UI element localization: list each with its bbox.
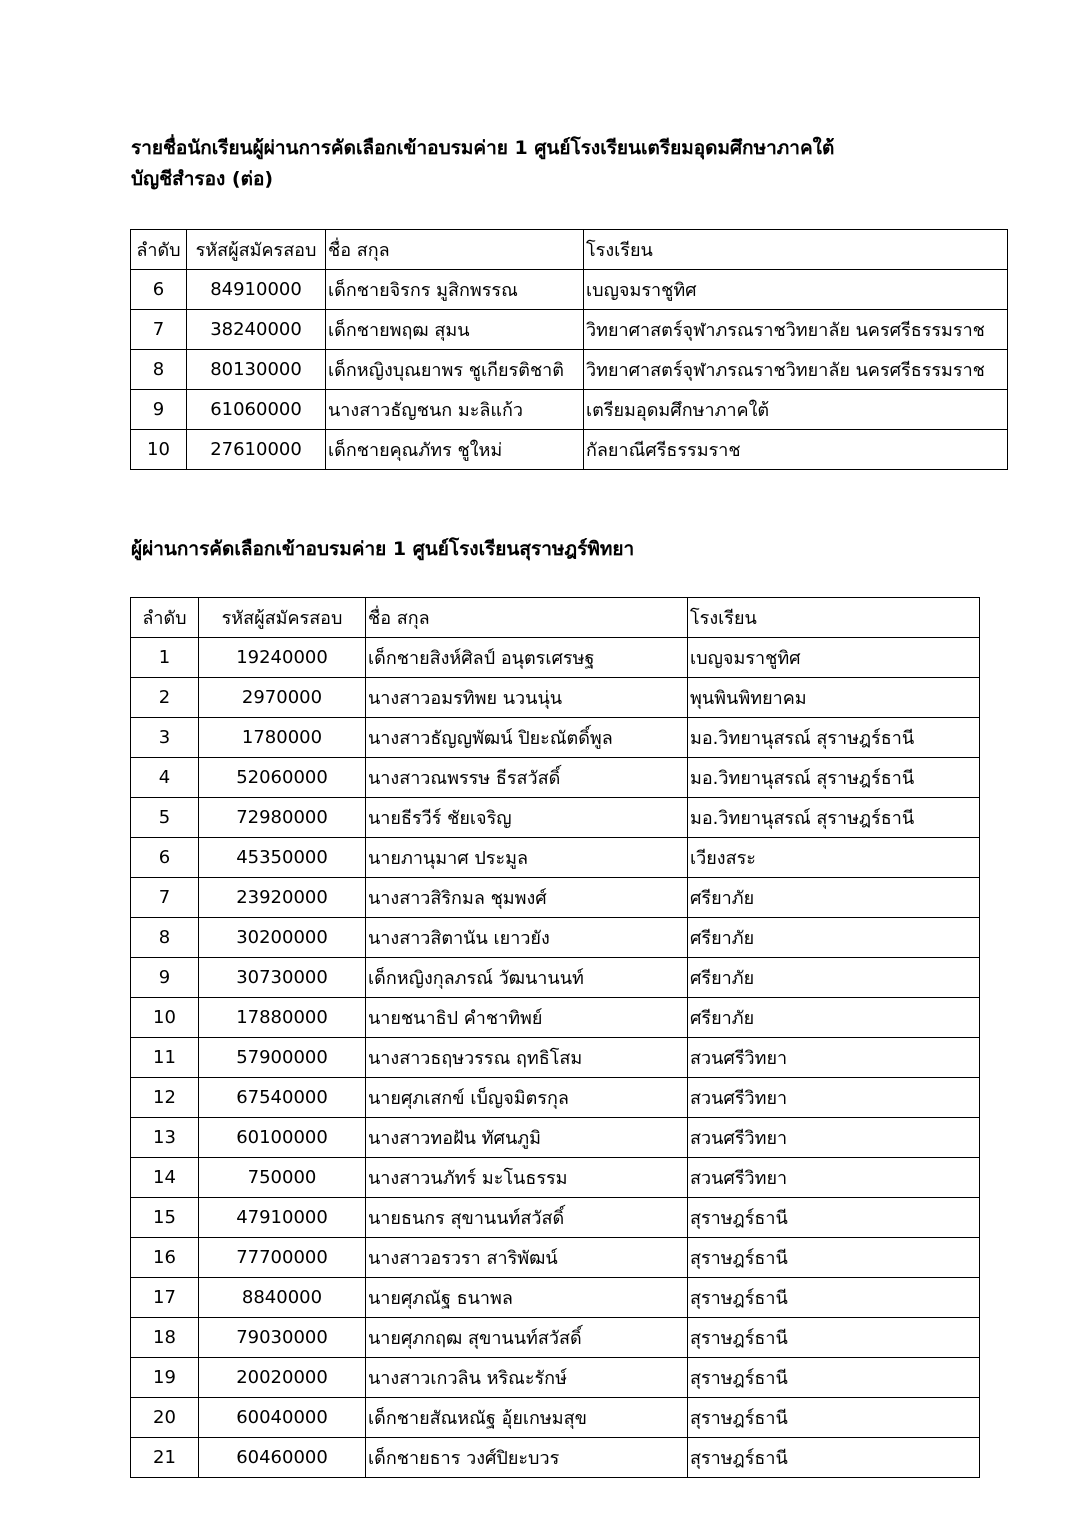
order-cell: 19 xyxy=(131,1358,199,1398)
order-cell: 13 xyxy=(131,1118,199,1158)
applicant-id-cell: 20020000 xyxy=(199,1358,366,1398)
order-cell: 2 xyxy=(131,678,199,718)
order-cell: 12 xyxy=(131,1078,199,1118)
table-row xyxy=(131,430,1008,470)
table-row xyxy=(131,838,980,878)
table-row xyxy=(131,1398,980,1438)
table-row xyxy=(131,1078,980,1118)
col-full-name-header: ชื่อ สกุล xyxy=(366,598,688,638)
school-cell: เวียงสระ xyxy=(688,838,980,878)
school-cell: ศรียาภัย xyxy=(688,878,980,918)
table-header-row xyxy=(131,230,1008,270)
full-name-cell: นางสาวณพรรษ ธีรสวัสดิ์ xyxy=(366,758,688,798)
school-cell: วิทยาศาสตร์จุฬาภรณราชวิทยาลัย นครศรีธรรมราช xyxy=(584,310,1008,350)
applicant-id-cell: 52060000 xyxy=(199,758,366,798)
table-row xyxy=(131,1238,980,1278)
order-cell: 6 xyxy=(131,838,199,878)
full-name-cell: นายภานุมาศ ประมูล xyxy=(366,838,688,878)
school-cell: สวนศรีวิทยา xyxy=(688,1078,980,1118)
school-cell: สุราษฎร์ธานี xyxy=(688,1438,980,1478)
full-name-cell: เด็กชายสิงห์ศิลป์ อนุตรเศรษฐ xyxy=(366,638,688,678)
school-cell: สุราษฎร์ธานี xyxy=(688,1398,980,1438)
order-cell: 20 xyxy=(131,1398,199,1438)
table-row xyxy=(131,270,1008,310)
table-row xyxy=(131,998,980,1038)
col-order-header: ลำดับ xyxy=(131,598,199,638)
applicant-id-cell: 23920000 xyxy=(199,878,366,918)
col-applicant-id-header: รหัสผู้สมัครสอบ xyxy=(187,230,326,270)
full-name-cell: นายธีรวีร์ ชัยเจริญ xyxy=(366,798,688,838)
full-name-cell: เด็กหญิงบุณยาพร ชูเกียรติชาติ xyxy=(326,350,584,390)
applicant-id-cell: 60040000 xyxy=(199,1398,366,1438)
order-cell: 11 xyxy=(131,1038,199,1078)
table-row xyxy=(131,390,1008,430)
col-order-header: ลำดับ xyxy=(131,230,187,270)
school-cell: สุราษฎร์ธานี xyxy=(688,1278,980,1318)
order-cell: 3 xyxy=(131,718,199,758)
full-name-cell: นางสาวธัญชนก มะลิแก้ว xyxy=(326,390,584,430)
full-name-cell: นางสาวธฤษวรรณ ฤทธิโสม xyxy=(366,1038,688,1078)
table-row xyxy=(131,1038,980,1078)
school-cell: มอ.วิทยานุสรณ์ สุราษฎร์ธานี xyxy=(688,798,980,838)
full-name-cell: เด็กชายจิรกร มูสิกพรรณ xyxy=(326,270,584,310)
order-cell: 9 xyxy=(131,958,199,998)
full-name-cell: เด็กชายพฤฒ สุมน xyxy=(326,310,584,350)
table-row xyxy=(131,718,980,758)
full-name-cell: นางสาวนภัทร์ มะโนธรรม xyxy=(366,1158,688,1198)
order-cell: 17 xyxy=(131,1278,199,1318)
school-cell: สุราษฎร์ธานี xyxy=(688,1238,980,1278)
order-cell: 16 xyxy=(131,1238,199,1278)
col-school-header: โรงเรียน xyxy=(584,230,1008,270)
table-header-row xyxy=(131,598,980,638)
order-cell: 8 xyxy=(131,918,199,958)
table-row xyxy=(131,798,980,838)
applicant-id-cell: 61060000 xyxy=(187,390,326,430)
full-name-cell: เด็กชายธาร วงศ์ปิยะบวร xyxy=(366,1438,688,1478)
school-cell: มอ.วิทยานุสรณ์ สุราษฎร์ธานี xyxy=(688,718,980,758)
school-cell: เบญจมราชูทิศ xyxy=(584,270,1008,310)
applicant-id-cell: 750000 xyxy=(199,1158,366,1198)
full-name-cell: นางสาวสิริกมล ชุมพงศ์ xyxy=(366,878,688,918)
applicant-id-cell: 60460000 xyxy=(199,1438,366,1478)
order-cell: 8 xyxy=(131,350,187,390)
school-cell: สวนศรีวิทยา xyxy=(688,1038,980,1078)
school-cell: สุราษฎร์ธานี xyxy=(688,1318,980,1358)
section2-title: ผู้ผ่านการคัดเลือกเข้าอบรมค่าย 1 ศูนย์โรงเรียนสุราษฎร์พิทยา xyxy=(131,538,635,560)
school-cell: สวนศรีวิทยา xyxy=(688,1158,980,1198)
full-name-cell: นายศุภกฤฒ สุขานนท์สวัสดิ์ xyxy=(366,1318,688,1358)
order-cell: 1 xyxy=(131,638,199,678)
section1-title: รายชื่อนักเรียนผู้ผ่านการคัดเลือกเข้าอบรมค่าย 1 ศูนย์โรงเรียนเตรียมอุดมศึกษาภาคใต้ xyxy=(131,137,835,159)
applicant-id-cell: 30200000 xyxy=(199,918,366,958)
applicant-id-cell: 30730000 xyxy=(199,958,366,998)
order-cell: 14 xyxy=(131,1158,199,1198)
table-row xyxy=(131,1118,980,1158)
applicant-id-cell: 19240000 xyxy=(199,638,366,678)
table-row xyxy=(131,1318,980,1358)
table-row xyxy=(131,878,980,918)
table-row xyxy=(131,350,1008,390)
applicant-id-cell: 72980000 xyxy=(199,798,366,838)
full-name-cell: นางสาวสิตานัน เยาวยัง xyxy=(366,918,688,958)
school-cell: พุนพินพิทยาคม xyxy=(688,678,980,718)
school-cell: เบญจมราชูทิศ xyxy=(688,638,980,678)
order-cell: 5 xyxy=(131,798,199,838)
col-school-header: โรงเรียน xyxy=(688,598,980,638)
applicant-id-cell: 79030000 xyxy=(199,1318,366,1358)
surat-pittaya-table xyxy=(130,597,980,1478)
full-name-cell: นางสาวอรวรา สาริพัฒน์ xyxy=(366,1238,688,1278)
full-name-cell: นายชนาธิป คำชาทิพย์ xyxy=(366,998,688,1038)
table-row xyxy=(131,958,980,998)
order-cell: 7 xyxy=(131,878,199,918)
table-row xyxy=(131,1278,980,1318)
full-name-cell: นายศุภเสกข์ เบ็ญจมิตรกุล xyxy=(366,1078,688,1118)
applicant-id-cell: 2970000 xyxy=(199,678,366,718)
full-name-cell: นางสาวธัญญพัฒน์ ปิยะณัตดิ์พูล xyxy=(366,718,688,758)
applicant-id-cell: 27610000 xyxy=(187,430,326,470)
school-cell: ศรียาภัย xyxy=(688,958,980,998)
full-name-cell: นางสาวเกวลิน หริณะรักษ์ xyxy=(366,1358,688,1398)
applicant-id-cell: 38240000 xyxy=(187,310,326,350)
order-cell: 9 xyxy=(131,390,187,430)
school-cell: มอ.วิทยานุสรณ์ สุราษฎร์ธานี xyxy=(688,758,980,798)
applicant-id-cell: 17880000 xyxy=(199,998,366,1038)
school-cell: กัลยาณีศรีธรรมราช xyxy=(584,430,1008,470)
applicant-id-cell: 84910000 xyxy=(187,270,326,310)
order-cell: 7 xyxy=(131,310,187,350)
col-full-name-header: ชื่อ สกุล xyxy=(326,230,584,270)
full-name-cell: นายศุภณัฐ ธนาพล xyxy=(366,1278,688,1318)
school-cell: วิทยาศาสตร์จุฬาภรณราชวิทยาลัย นครศรีธรรมราช xyxy=(584,350,1008,390)
table-row xyxy=(131,638,980,678)
applicant-id-cell: 77700000 xyxy=(199,1238,366,1278)
section1-heading xyxy=(131,133,834,195)
applicant-id-cell: 47910000 xyxy=(199,1198,366,1238)
order-cell: 6 xyxy=(131,270,187,310)
table-row xyxy=(131,310,1008,350)
school-cell: เตรียมอุดมศึกษาภาคใต้ xyxy=(584,390,1008,430)
full-name-cell: เด็กหญิงกุลภรณ์ วัฒนานนท์ xyxy=(366,958,688,998)
table-row xyxy=(131,1438,980,1478)
table-row xyxy=(131,678,980,718)
applicant-id-cell: 80130000 xyxy=(187,350,326,390)
table-row xyxy=(131,1158,980,1198)
table-row xyxy=(131,1198,980,1238)
full-name-cell: นายธนกร สุขานนท์สวัสดิ์ xyxy=(366,1198,688,1238)
order-cell: 4 xyxy=(131,758,199,798)
full-name-cell: เด็กชายคุณภัทร ชูใหม่ xyxy=(326,430,584,470)
applicant-id-cell: 57900000 xyxy=(199,1038,366,1078)
applicant-id-cell: 67540000 xyxy=(199,1078,366,1118)
order-cell: 15 xyxy=(131,1198,199,1238)
order-cell: 10 xyxy=(131,998,199,1038)
table-row xyxy=(131,758,980,798)
full-name-cell: เด็กชายสัณหณัฐ อุ้ยเกษมสุข xyxy=(366,1398,688,1438)
school-cell: สวนศรีวิทยา xyxy=(688,1118,980,1158)
school-cell: ศรียาภัย xyxy=(688,998,980,1038)
applicant-id-cell: 60100000 xyxy=(199,1118,366,1158)
section1-subtitle: บัญชีสำรอง (ต่อ) xyxy=(131,168,274,190)
applicant-id-cell: 8840000 xyxy=(199,1278,366,1318)
full-name-cell: นางสาวทอฝัน ทัศนภูมิ xyxy=(366,1118,688,1158)
school-cell: สุราษฎร์ธานี xyxy=(688,1198,980,1238)
section2-heading xyxy=(131,534,634,565)
full-name-cell: นางสาวอมรทิพย นวนนุ่น xyxy=(366,678,688,718)
applicant-id-cell: 45350000 xyxy=(199,838,366,878)
school-cell: ศรียาภัย xyxy=(688,918,980,958)
table-row xyxy=(131,1358,980,1398)
applicant-id-cell: 1780000 xyxy=(199,718,366,758)
order-cell: 10 xyxy=(131,430,187,470)
col-applicant-id-header: รหัสผู้สมัครสอบ xyxy=(199,598,366,638)
order-cell: 18 xyxy=(131,1318,199,1358)
reserve-list-table xyxy=(130,229,1008,470)
order-cell: 21 xyxy=(131,1438,199,1478)
school-cell: สุราษฎร์ธานี xyxy=(688,1358,980,1398)
table-row xyxy=(131,918,980,958)
